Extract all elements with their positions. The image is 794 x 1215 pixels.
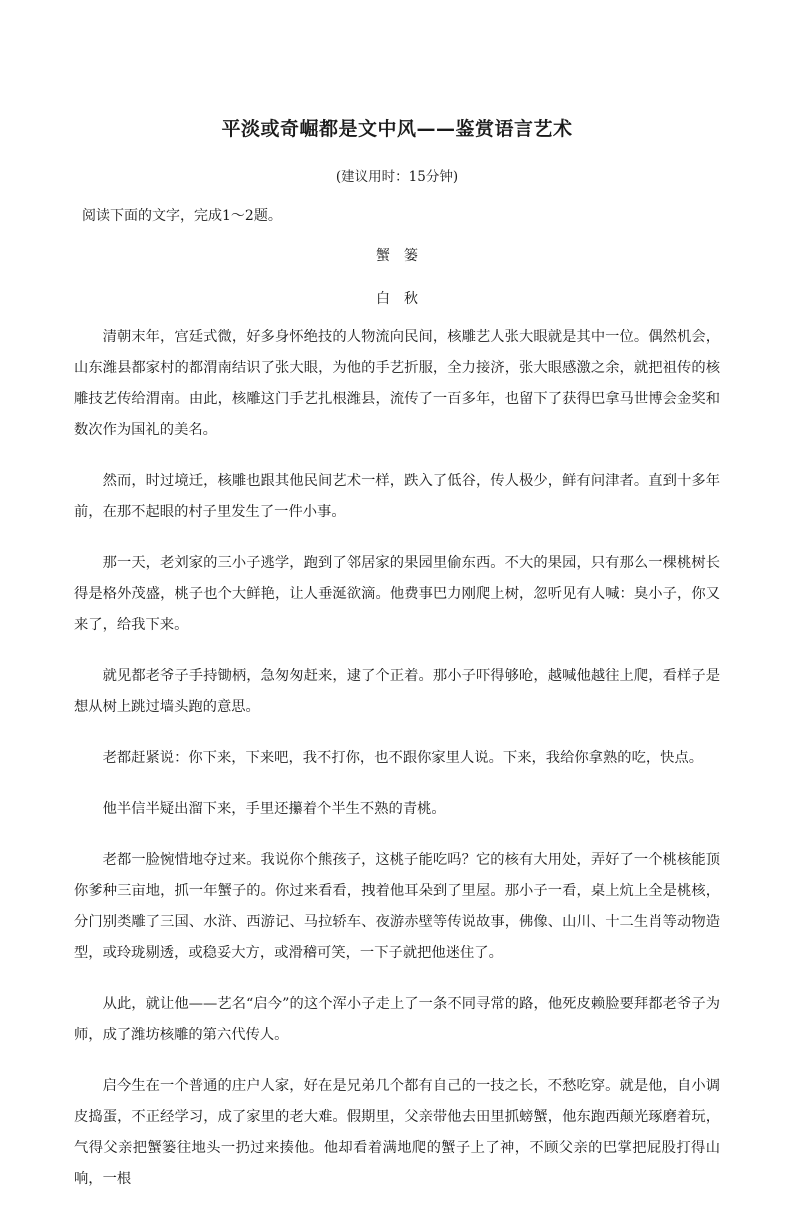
story-author: 白秋 [376, 291, 432, 307]
paragraph: 老都一脸惋惜地夺过来。我说你个熊孩子，这桃子能吃吗？它的核有大用处，弄好了一个桃核能顶你爹种三亩地，抓一年蟹子的。你过来看看，拽着他耳朵到了里屋。那小子一看，桌上炕上全是桃核，分门别类雕了三国、水浒、西游记、马拉轿车、夜游赤壁等传说故事，佛像、山川、十二生肖等动物造型，或玲珑剔透，或稳妥大方，或滑稽可笑，一下子就把他迷住了。 [74, 852, 720, 961]
paragraph: 清朝末年，宫廷式微，好多身怀绝技的人物流向民间，核雕艺人张大眼就是其中一位。偶然机会，山东潍县都家村的都渭南结识了张大眼，为他的手艺折服，全力接济，张大眼感激之余，就把祖传的核雕技艺传给渭南。由此，核雕这门手艺扎根潍县，流传了一百多年，也留下了获得巴拿马世博会金奖和数次作为国礼的美名。 [74, 329, 720, 438]
paragraph: 启今生在一个普通的庄户人家，好在是兄弟几个都有自己的一技之长，不愁吃穿。就是他，自小调皮捣蛋，不正经学习，成了家里的老大难。假期里，父亲带他去田里抓螃蟹，他东跑西颠光琢磨着玩，气得父亲把蟹篓往地头一扔过来揍他。他却看着满地爬的蟹子上了神，不顾父亲的巴掌把屁股打得山响，一根 [74, 1078, 720, 1187]
paragraph: 从此，就让他——艺名“启今”的这个浑小子走上了一条不同寻常的路，他死皮赖脸要拜都老爷子为师，成了潍坊核雕的第六代传人。 [74, 996, 720, 1043]
paragraph: 就见都老爷子手持锄柄，急匆匆赶来，逮了个正着。那小子吓得够呛，越喊他越往上爬，看样子是想从树上跳过墙头跑的意思。 [74, 668, 720, 715]
suggested-time: (建议用时：15分钟) [335, 169, 459, 185]
document-title: 平淡或奇崛都是文中风——鉴赏语言艺术 [221, 118, 573, 140]
paragraph: 那一天，老刘家的三小子逃学，跑到了邻居家的果园里偷东西。不大的果园，只有那么一棵桃树长得是格外茂盛，桃子也个大鲜艳，让人垂涎欲滴。他费事巴力刚爬上树，忽听见有人喊：臭小子，你又来了，给我下来。 [74, 555, 720, 633]
story-title: 蟹篓 [376, 248, 432, 264]
reading-instruction: 阅读下面的文字，完成1～2题。 [82, 208, 282, 224]
paragraph: 然而，时过境迁，核雕也跟其他民间艺术一样，跌入了低谷，传人极少，鲜有问津者。直到十多年前，在那不起眼的村子里发生了一件小事。 [74, 473, 720, 520]
story-body [74, 322, 720, 1215]
paragraph: 老都赶紧说：你下来，下来吧，我不打你，也不跟你家里人说。下来，我给你拿熟的吃，快点。 [102, 750, 704, 766]
paragraph: 他半信半疑出溜下来，手里还攥着个半生不熟的青桃。 [102, 801, 446, 817]
